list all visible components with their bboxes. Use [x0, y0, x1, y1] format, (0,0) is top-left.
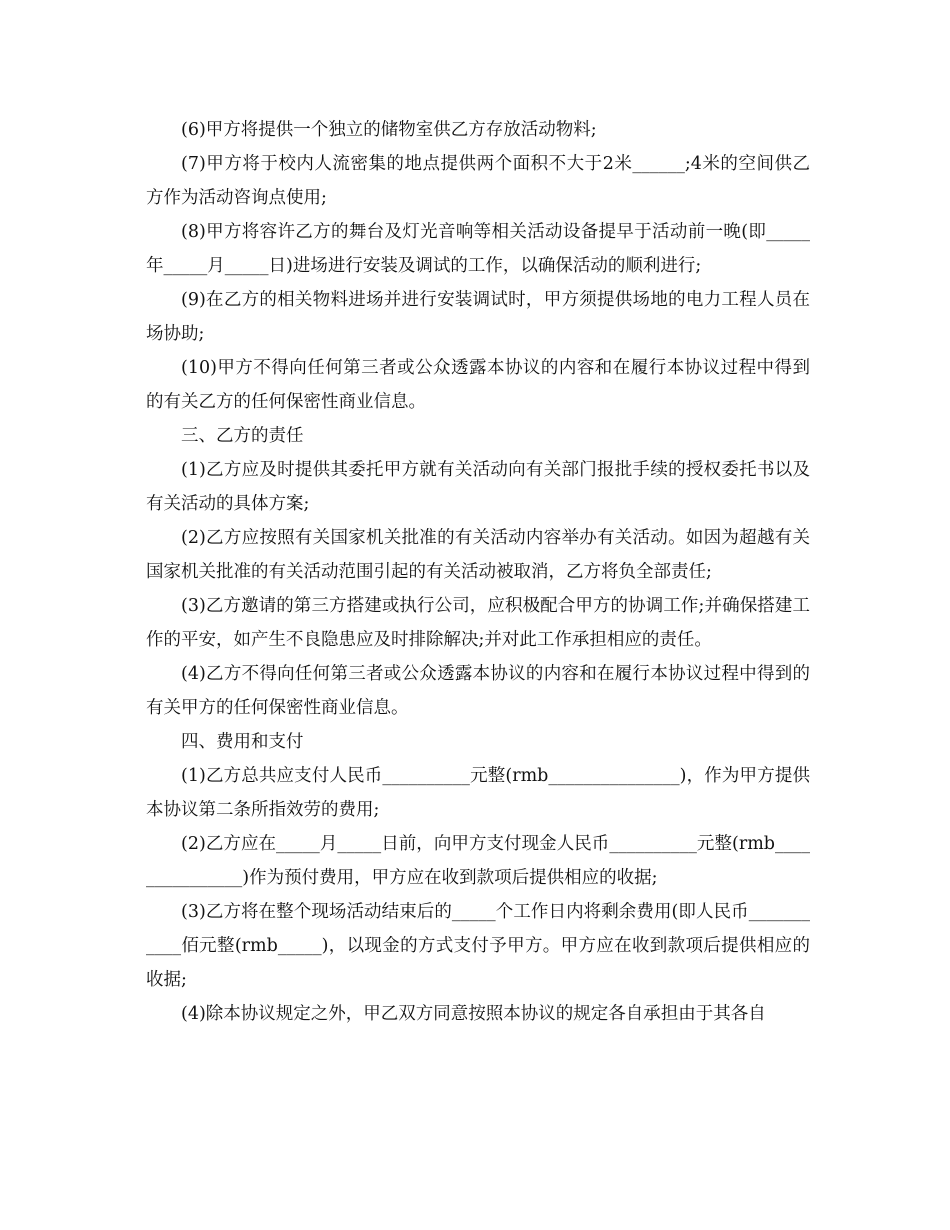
section-heading-party-b-responsibility: 三、乙方的责任	[181, 426, 304, 446]
document-page	[146, 113, 810, 1031]
paragraph-b-clause-3: (3)乙方邀请的第三方搭建或执行公司，应积极配合甲方的协调工作;并确保搭建工作的平安，如产生不良隐患应及时排除解决;并对此工作承担相应的责任。	[146, 596, 810, 650]
paragraph-clause-7: (7)甲方将于校内人流密集的地点提供两个面积不大于2米______;4米的空间供乙方作为活动咨询点使用;	[146, 154, 810, 208]
paragraph-fee-clause-2: (2)乙方应在_____月_____日前，向甲方支付现金人民币__________元整(rmb_______________)作为预付费用，甲方应在收到款项后提供相应的收据;	[146, 834, 810, 888]
section-heading-fees-and-payment: 四、费用和支付	[181, 732, 304, 752]
paragraph-b-clause-4: (4)乙方不得向任何第三者或公众透露本协议的内容和在履行本协议过程中得到的有关甲方的任何保密性商业信息。	[146, 664, 810, 718]
paragraph-fee-clause-1: (1)乙方总共应支付人民币__________元整(rmb_______________)，作为甲方提供本协议第二条所指效劳的费用;	[146, 766, 810, 820]
paragraph-clause-10: (10)甲方不得向任何第三者或公众透露本协议的内容和在履行本协议过程中得到的有关乙方的任何保密性商业信息。	[146, 358, 810, 412]
paragraph-clause-8: (8)甲方将容许乙方的舞台及灯光音响等相关活动设备提早于活动前一晚(即_____年_____月_____日)进场进行安装及调试的工作，以确保活动的顺利进行;	[146, 222, 810, 276]
paragraph-b-clause-2: (2)乙方应按照有关国家机关批准的有关活动内容举办有关活动。如因为超越有关国家机关批准的有关活动范围引起的有关活动被取消，乙方将负全部责任;	[146, 528, 810, 582]
paragraph-b-clause-1: (1)乙方应及时提供其委托甲方就有关活动向有关部门报批手续的授权委托书以及有关活动的具体方案;	[146, 460, 810, 514]
paragraph-fee-clause-4: (4)除本协议规定之外，甲乙双方同意按照本协议的规定各自承担由于其各自	[181, 1004, 766, 1024]
paragraph-clause-6: (6)甲方将提供一个独立的储物室供乙方存放活动物料;	[181, 120, 597, 140]
paragraph-clause-9: (9)在乙方的相关物料进场并进行安装调试时，甲方须提供场地的电力工程人员在场协助;	[146, 290, 810, 344]
paragraph-fee-clause-3: (3)乙方将在整个现场活动结束后的_____个工作日内将剩余费用(即人民币___________佰元整(rmb_____)，以现金的方式支付予甲方。甲方应在收到款项后提供相应的收据;	[146, 902, 810, 990]
